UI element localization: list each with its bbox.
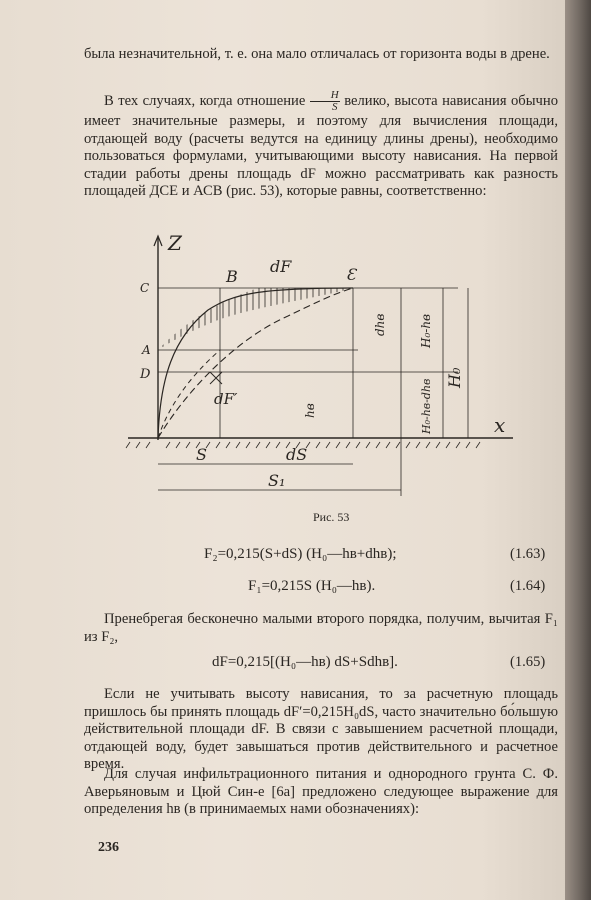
curve-lower-dashed [158, 288, 353, 438]
label-H0-minus-h-minus-dh: H₀-hв-dhв [420, 378, 433, 434]
equation-number-1-63: (1.63) [510, 546, 546, 562]
label-B: B [226, 267, 238, 286]
equation-1-64: F₁=0,215S (H₀—hв). [248, 578, 376, 594]
label-H0: H₀ [445, 367, 464, 388]
ratio-numerator: H [310, 90, 340, 102]
equation-number-1-65: (1.65) [510, 654, 546, 670]
label-dF: dF [270, 257, 292, 276]
label-dS: dS [286, 445, 308, 464]
label-dF-prime: dF′ [214, 390, 238, 408]
label-dh: dhв [373, 313, 387, 336]
label-S1: S₁ [268, 471, 286, 490]
paragraph-2-start: В тех случаях, когда отношение [104, 92, 306, 109]
label-D: D [140, 367, 151, 382]
label-C: C [140, 281, 150, 295]
label-x: x [494, 413, 506, 437]
paragraph-1: была незначительной, т. е. она мало отличалась от горизонта воды в дрене. [84, 46, 550, 62]
paragraph-2 [84, 90, 558, 201]
label-h: hв [303, 403, 317, 418]
hatched-area-dF [158, 288, 353, 350]
curve-from-A-dashed [158, 350, 220, 438]
equation-1-63: F₂=0,215(S+dS) (H₀—hв+dhв); [204, 546, 397, 562]
ratio-denominator: S [331, 101, 338, 113]
paragraph-4: Если не учитывать высоту нависания, то за расчетную площадь пришлось бы принять площадь dF′=0,215H₀dS, часто значительно бо́льшую действительной площади dF. В связи с завышением расчетной площади, отдающей воду, будет завышаться против действительного и расчетное время. [84, 686, 558, 773]
figure-caption: Рис. 53 [313, 510, 350, 524]
equation-number-1-64: (1.64) [510, 578, 546, 594]
ratio-h-over-s [310, 90, 340, 113]
label-H0-minus-h: H₀-hв [419, 313, 433, 348]
page-edge-shadow [565, 0, 591, 900]
label-A: A [142, 343, 151, 357]
equation-1-65: dF=0,215[(H₀—hв) dS+Sdhв]. [212, 654, 398, 670]
figure-53 [118, 228, 538, 508]
paragraph-5: Для случая инфильтрационного питания и однородного грунта С. Ф. Аверьяновым и Цюй Син-е [6а] предложено следующее выражение для определения hв (в принимаемых нами обозначениях): [84, 766, 558, 818]
paragraph-2-rest: велико, высота нависания обычно имеет значительные размеры, и поэтому для вычисления площади, отдающей воду (расчеты ведутся на единицу длины дрены), необходимо пользоваться формулами, учитывающими высоту нависания. На первой стадии работы дрены площадь dF можно рассматривать как разность площадей ДСЕ и АСВ (рис. 53), которые равны, соответственно: [84, 92, 558, 200]
page-number: 236 [98, 840, 119, 855]
label-E: Ɛ [346, 265, 356, 284]
label-S: S [196, 445, 207, 464]
curve-upper [158, 288, 353, 438]
label-z: Z [168, 231, 182, 255]
paragraph-3: Пренебрегая бесконечно малыми второго порядка, получим, вычитая F₁ из F₂, [84, 611, 558, 645]
